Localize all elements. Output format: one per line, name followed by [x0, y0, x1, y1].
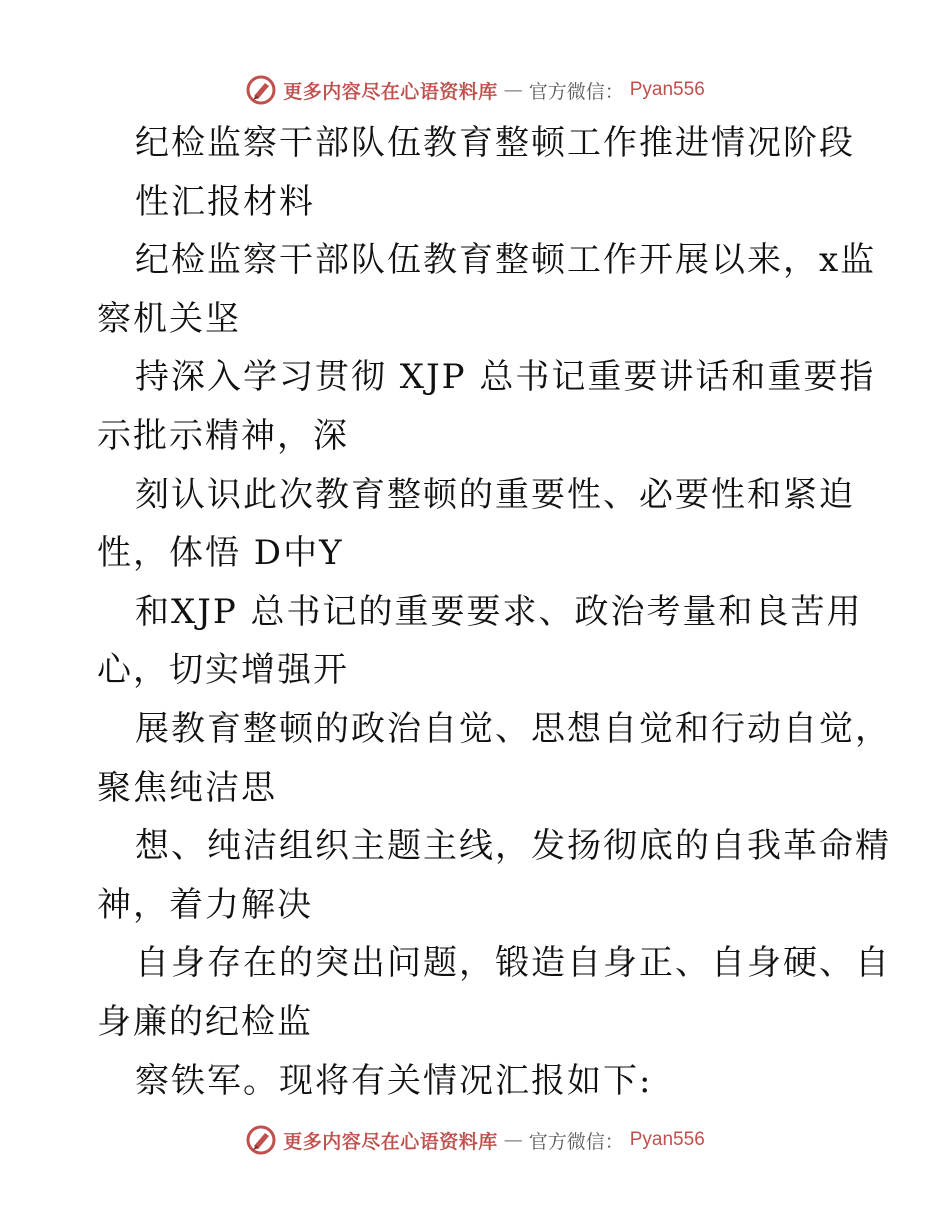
paragraph-line: 持深入学习贯彻 XJP 总书记重要讲话和重要指: [135, 357, 876, 398]
banner-wechat-label: 官方微信：: [528, 1130, 624, 1153]
paragraph-line: 察铁军。现将有关情况汇报如下:: [135, 1060, 653, 1101]
paragraph-line: 纪检监察干部队伍教育整顿工作开展以来，x监: [135, 240, 877, 281]
paragraph-line: 和XJP 总书记的重要要求、政治考量和良苦用: [135, 591, 863, 632]
paragraph-line: 示批示精神，深: [97, 415, 349, 456]
banner-slogan: 更多内容尽在心语资料库: [283, 1130, 498, 1153]
paragraph-line: 自身存在的突出问题，锻造自身正、自身硬、自: [135, 943, 891, 984]
banner-wechat-id: Pyan556: [629, 79, 705, 100]
paragraph-line: 心，切实增强开: [97, 650, 349, 691]
paragraph-line: 聚焦纯洁思: [97, 767, 277, 808]
header-watermark-banner: [0, 70, 950, 110]
paragraph-line: 察机关坚: [97, 298, 241, 339]
brand-logo-icon: [245, 74, 277, 106]
banner-wechat-id: Pyan556: [629, 1129, 705, 1150]
banner-dash: —: [503, 79, 523, 101]
document-title-line-2: 性汇报材料: [135, 181, 315, 222]
banner-dash: —: [503, 1129, 523, 1151]
banner-wechat-label: 官方微信：: [528, 80, 624, 103]
brand-logo-icon: [245, 1124, 277, 1156]
paragraph-line: 身廉的纪检监: [97, 1001, 313, 1042]
footer-watermark-banner: [0, 1120, 950, 1160]
paragraph-line: 刻认识此次教育整顿的重要性、必要性和紧迫: [135, 474, 855, 515]
paragraph-line: 展教育整顿的政治自觉、思想自觉和行动自觉，: [135, 708, 891, 749]
document-body: [97, 114, 891, 1110]
paragraph-line: 性，体悟 D中Y: [97, 533, 344, 574]
paragraph-line: 想、纯洁组织主题主线，发扬彻底的自我革命精: [135, 826, 891, 867]
paragraph-line: 神，着力解决: [97, 884, 313, 925]
banner-slogan: 更多内容尽在心语资料库: [283, 80, 498, 103]
document-title-line-1: 纪检监察干部队伍教育整顿工作推进情况阶段: [135, 123, 855, 163]
